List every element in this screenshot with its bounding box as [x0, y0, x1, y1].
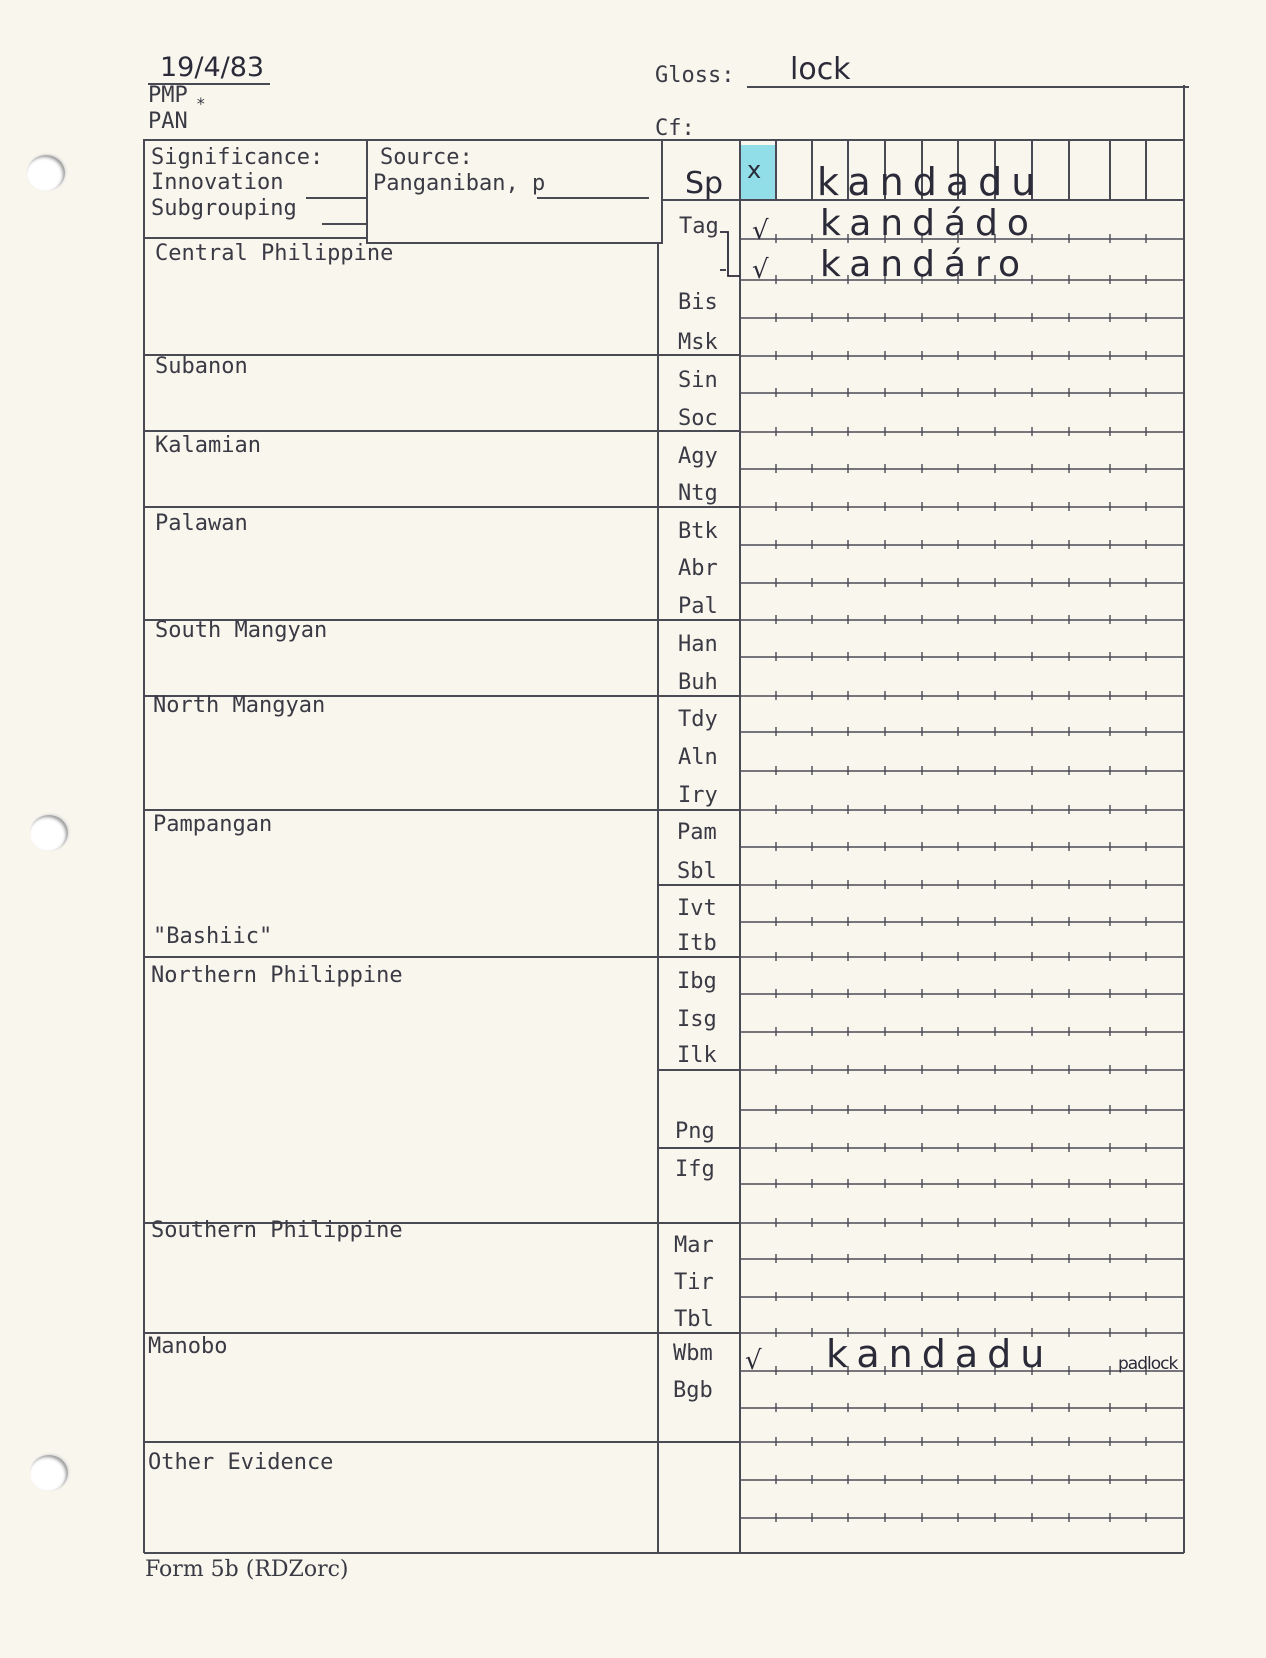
wbm-form: kandadu: [826, 1332, 1054, 1376]
code-sin: Sin: [678, 368, 718, 393]
gloss-value: lock: [790, 52, 851, 87]
pmp-label: PMP: [148, 83, 188, 108]
code-ilk: Ilk: [677, 1043, 717, 1068]
innovation-label: Innovation: [151, 170, 284, 195]
group-north-mangyan: North Mangyan: [153, 693, 326, 718]
group-other-evidence: Other Evidence: [148, 1450, 334, 1475]
group-central-philippine: Central Philippine: [155, 241, 394, 266]
group-manobo: Manobo: [148, 1334, 228, 1359]
tag-check-2: √: [752, 255, 769, 285]
group-bashiic: "Bashiic": [153, 924, 273, 949]
wbm-check: √: [745, 1346, 762, 1376]
group-subanon: Subanon: [155, 354, 248, 379]
source-label: Source:: [380, 145, 473, 170]
code-ifg: Ifg: [675, 1157, 715, 1182]
code-itb: Itb: [677, 931, 717, 956]
code-msk: Msk: [678, 330, 718, 355]
date-handwritten: 19/4/83: [160, 52, 265, 83]
code-pal: Pal: [678, 594, 718, 619]
sp-mark: x: [747, 156, 762, 184]
code-tbl: Tbl: [674, 1307, 714, 1332]
group-kalamian: Kalamian: [155, 433, 261, 458]
group-southern-philippine: Southern Philippine: [151, 1218, 403, 1243]
code-sbl: Sbl: [677, 859, 717, 884]
wbm-gloss: padlock: [1118, 1354, 1178, 1374]
code-tag: Tag: [679, 214, 719, 239]
code-bis: Bis: [678, 290, 718, 315]
sp-form: kandadu: [817, 160, 1045, 204]
group-pampangan: Pampangan: [153, 812, 273, 837]
form-footer: Form 5b (RDZorc): [145, 1557, 349, 1582]
code-iry: Iry: [678, 783, 718, 808]
code-buh: Buh: [678, 670, 718, 695]
code-aln: Aln: [678, 745, 718, 770]
code-han: Han: [678, 632, 718, 657]
code-sp: Sp: [685, 166, 724, 201]
cf-label: Cf:: [655, 116, 695, 141]
group-south-mangyan: South Mangyan: [155, 618, 328, 643]
source-value: Panganiban, p: [373, 171, 546, 196]
code-mar: Mar: [674, 1233, 714, 1258]
gloss-label: Gloss:: [655, 63, 735, 88]
tag-bracket: [720, 232, 740, 276]
significance-label: Significance:: [151, 145, 324, 170]
tag-form-2: kandáro: [820, 244, 1030, 285]
code-btk: Btk: [678, 519, 718, 544]
code-tdy: Tdy: [678, 707, 718, 732]
code-soc: Soc: [678, 406, 718, 431]
pan-label: PAN: [148, 109, 188, 134]
pmp-star: *: [196, 94, 206, 113]
subgrouping-label: Subgrouping: [151, 196, 297, 221]
code-tir: Tir: [674, 1270, 714, 1295]
code-bgb: Bgb: [673, 1378, 713, 1403]
code-png: Png: [675, 1119, 715, 1144]
tag-check-1: √: [752, 216, 769, 246]
code-ibg: Ibg: [677, 969, 717, 994]
code-abr: Abr: [678, 556, 718, 581]
group-northern-philippine: Northern Philippine: [151, 963, 403, 988]
code-ntg: Ntg: [678, 481, 718, 506]
code-wbm: Wbm: [673, 1341, 713, 1366]
code-pam: Pam: [677, 820, 717, 845]
code-ivt: Ivt: [677, 896, 717, 921]
code-agy: Agy: [678, 444, 718, 469]
code-isg: Isg: [677, 1007, 717, 1032]
group-palawan: Palawan: [155, 511, 248, 536]
tag-form-1: kandádo: [820, 203, 1038, 244]
